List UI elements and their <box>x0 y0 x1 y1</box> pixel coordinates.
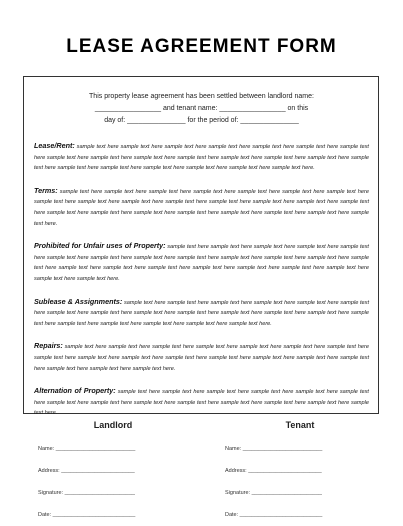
section-alternation-of-property <box>34 386 369 419</box>
section-text: sample text here sample text here sample text here sample text here sample text here sample text here sample text here sample text here sample text here sample text here sample text here sample text here sample text here sample text here sample text here sample text here sample text here sample text here sample text here sample text here sample text here. <box>34 144 369 172</box>
intro-line-1: This property lease agreement has been settled between landlord name: <box>89 93 314 100</box>
section-text: sample text here sample text here sample text here sample text here sample text here sample text here sample text here sample text here sample text here sample text here sample text here sample text here sample text here sample text here. <box>34 389 369 417</box>
landlord-heading: Landlord <box>93 420 133 430</box>
section-heading: Terms: <box>34 185 58 195</box>
section-text: sample text here sample text here sample text here sample text here sample text here sample text here sample text here sample text here sample text here sample text here sample text here sample text here sample text here sample text here sample text here sample text here sample text here sample text here sample text here sample text here sample text here sample text here. <box>34 244 369 282</box>
tenant-signature-block <box>225 420 395 526</box>
section-sublease-assignments <box>34 297 369 330</box>
section-prohibited-uses <box>34 241 369 284</box>
landlord-name-field[interactable]: Name: __________________________ <box>38 446 136 452</box>
section-terms <box>34 186 369 229</box>
agreement-box <box>23 76 379 417</box>
landlord-date-field[interactable]: Date: ___________________________ <box>38 512 136 518</box>
section-text: sample text here sample text here sample text here sample text here sample text here sample text here sample text here sample text here sample text here sample text here sample text here sample text here sample text here sample text here sample text here sample text here sample text here sample text here sample text here. <box>34 299 369 327</box>
section-heading: Repairs: <box>34 341 63 351</box>
section-heading: Sublease & Assignments: <box>34 296 123 306</box>
section-lease-rent <box>34 141 369 174</box>
section-heading: Alternation of Property: <box>34 386 116 396</box>
intro-paragraph <box>34 91 369 127</box>
landlord-signature-field[interactable]: Signature: _______________________ <box>38 490 135 496</box>
landlord-address-field[interactable]: Address: ________________________ <box>38 468 135 474</box>
tenant-signature-field[interactable]: Signature: _______________________ <box>225 490 322 496</box>
intro-line-2: _________________ and tenant name: _________________ on this <box>94 105 309 112</box>
landlord-signature-block <box>38 420 208 526</box>
intro-line-3: day of: _______________ for the period of: _______________ <box>104 117 299 124</box>
section-repairs <box>34 341 369 374</box>
section-text: sample text here sample text here sample text here sample text here sample text here sample text here sample text here sample text here sample text here sample text here sample text here sample text here sample text here sample text here sample text here sample text here sample text here sample text here. <box>34 344 369 372</box>
section-text: sample text here sample text here sample text here sample text here sample text here sample text here sample text here sample text here sample text here sample text here sample text here sample text here sample text here sample text here sample text here sample text here sample text here sample text here sample text here sample text here sample text here sample text here sample text here. <box>34 188 369 227</box>
section-heading: Prohibited for Unfair uses of Property: <box>34 241 166 251</box>
section-heading: Lease/Rent: <box>34 141 75 150</box>
tenant-name-field[interactable]: Name: __________________________ <box>225 446 323 452</box>
tenant-date-field[interactable]: Date: ___________________________ <box>225 512 323 518</box>
page-title: LEASE AGREEMENT FORM <box>66 36 337 57</box>
tenant-address-field[interactable]: Address: ________________________ <box>225 468 322 474</box>
tenant-heading: Tenant <box>285 420 315 430</box>
